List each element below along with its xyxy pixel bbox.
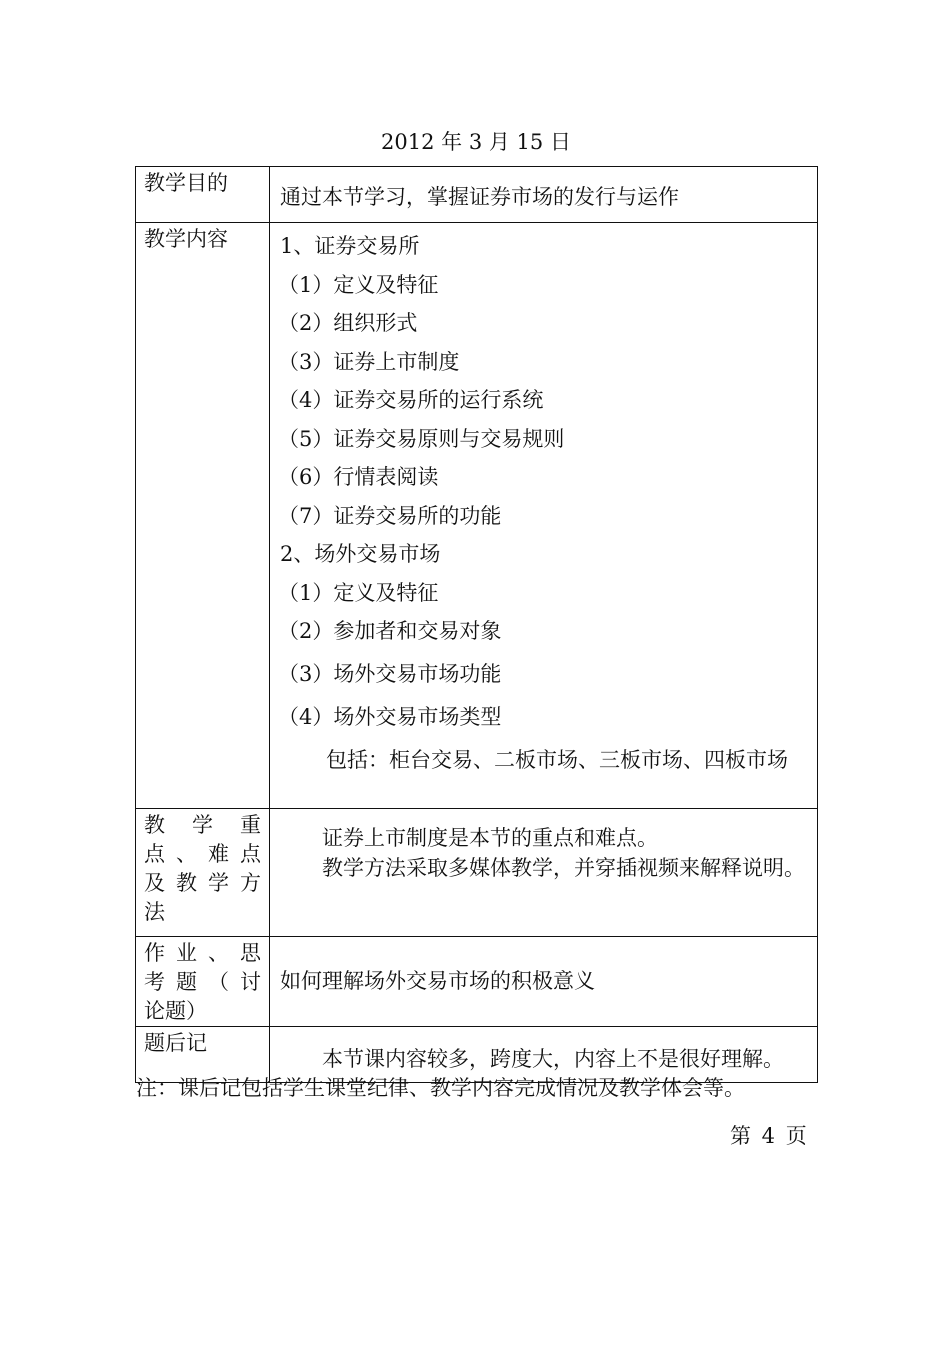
content-line: （6）行情表阅读: [278, 465, 439, 489]
table-row-focus: [136, 809, 818, 937]
label-homework: 作业、思 考题（讨 论题）: [136, 937, 270, 1027]
label-objective: 教学目的: [136, 167, 270, 223]
reflection-text: 本节课内容较多，跨度大，内容上不是很好理解。: [322, 1047, 784, 1071]
content-line: （2）参加者和交易对象: [278, 619, 502, 643]
method-text: 教学方法采取多媒体教学，并穿插视频来解释说明。: [322, 856, 805, 880]
table-row-homework: [136, 937, 818, 1027]
content-line: （4）证券交易所的运行系统: [278, 388, 544, 412]
label-content: 教学内容: [136, 223, 270, 809]
objective-text: 通过本节学习，掌握证券市场的发行与运作: [280, 185, 679, 209]
lesson-plan-table: [135, 166, 818, 1083]
content-line: 2、场外交易市场: [280, 542, 441, 566]
content-line: （7）证券交易所的功能: [278, 503, 502, 528]
content-line: （4）场外交易市场类型: [278, 705, 502, 729]
content-line: （3）场外交易市场功能: [278, 662, 502, 686]
table-row-content: [136, 223, 818, 809]
content-line: （5）证券交易原则与交易规则: [278, 426, 565, 451]
label-reflection: 题后记: [136, 1027, 270, 1083]
content-line: （1）定义及特征: [278, 580, 439, 605]
focus-text: 证券上市制度是本节的重点和难点。: [322, 826, 658, 850]
table-row-objective: [136, 167, 818, 223]
content-line: 1、证券交易所: [280, 234, 420, 258]
footnote: 注：课后记包括学生课堂纪律、教学内容完成情况及教学体会等。: [136, 1076, 745, 1100]
homework-text: 如何理解场外交易市场的积极意义: [280, 969, 595, 993]
content-line: 包括：柜台交易、二板市场、三板市场、四板市场: [326, 748, 788, 772]
date-heading: 2012 年 3 月 15 日: [381, 130, 571, 154]
page-number: 第 4 页: [730, 1124, 809, 1148]
content-line: （1）定义及特征: [278, 272, 439, 297]
content-line: （2）组织形式: [278, 311, 418, 335]
content-line: （3）证券上市制度: [278, 349, 460, 374]
label-focus: 教 学 重 点、难点 及教学方 法: [136, 809, 270, 937]
